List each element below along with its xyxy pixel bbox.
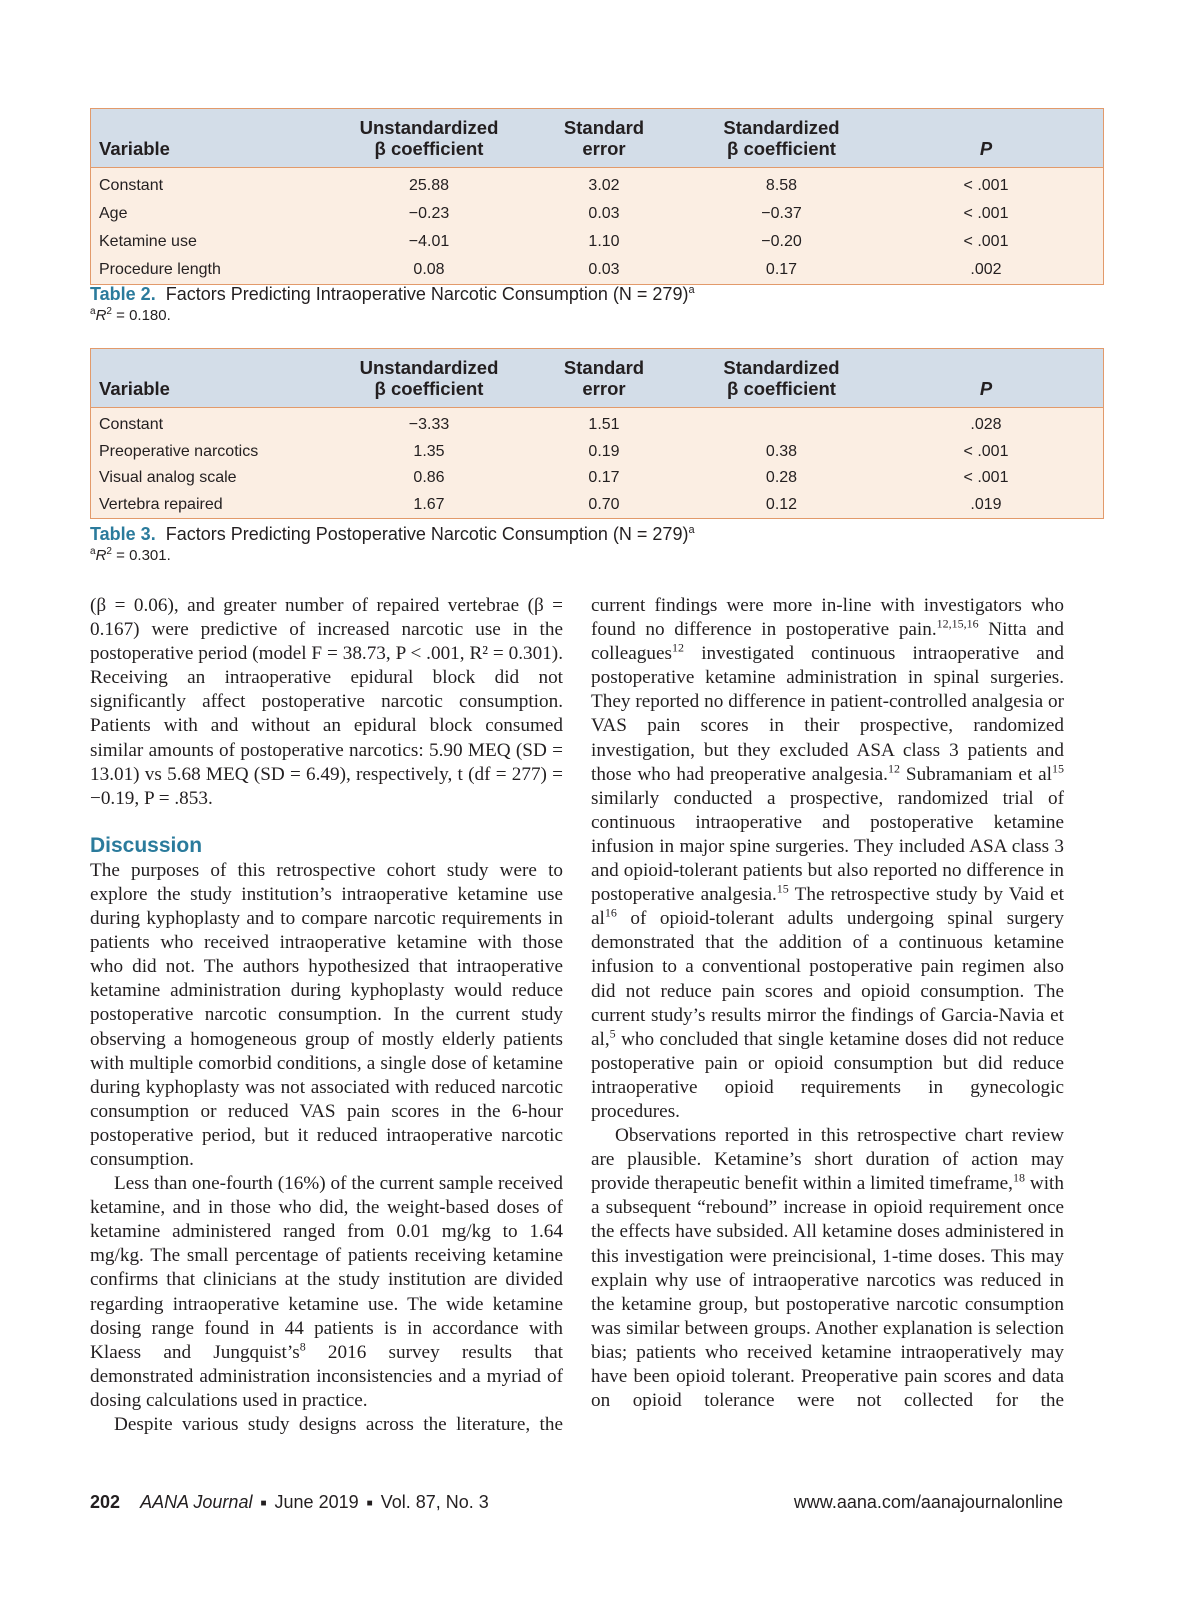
table-row [91,168,1103,201]
header-p: P [979,378,993,399]
cell-variable: Constant [99,416,164,434]
cell-se: 0.03 [588,205,620,222]
page-number: 202 [90,1492,121,1512]
paragraph: The purposes of this retrospective cohort study were to explore the study institution’s intraoperative ketamine use during kyphoplasty and to compare narcotic requirements in patients who received intraoperative ketamine with those who did not. The authors hypothesized that intraoperative ketamine administration during kyphoplasty would reduce postoperative narcotic consumption. In the current study observing a homogeneous group of mostly elderly patients with multiple comorbid conditions, a single dose of ketamine during kyphoplasty was not associated with reduced narcotic consumption or reduced VAS pain scores in the 6-hour postoperative period, but it reduced intraoperative narcotic consumption. [90,859,563,1170]
volume: Vol. 87, No. 3 [380,1492,489,1512]
table-header-row [91,349,1103,408]
left-column [90,594,563,1437]
paragraph: Despite various study designs across the literature, the [114,1414,563,1435]
table-row [91,256,1103,284]
cell-unstd: −4.01 [408,233,450,250]
paragraph: Observations reported in this retrospective chart review are plausible. Ketamine’s short duration of action may provide therapeutic benefit within a limited timeframe,$^{18}$ with a subsequent “rebound” increase in opioid requirement once the effects have subsided. All ketamine doses administered in this investigation were preincisional, 1-time doses. This may explain why use of intraoperative narcotics was reduced in the ketamine group, but postoperative narcotic consumption was similar between groups. Another explanation is selection bias; patients who received ketamine intraoperatively may have been opioid tolerant. Preoperative pain scores and data on opioid tolerance were not collected for the [591,1125,1064,1412]
header-p: P [979,138,993,159]
cell-std: 0.38 [765,442,798,460]
section-heading-discussion: Discussion [90,833,203,857]
cell-variable: Age [99,205,128,222]
cell-std [694,408,869,439]
table-header-row [91,109,1103,168]
cell-variable: Constant [99,177,164,194]
table-3-caption: Table 3. Factors Predicting Postoperative Narcotic Consumption (N = 279)$^a$ [90,524,695,544]
cell-std: 0.12 [765,495,798,513]
cell-se: 0.03 [588,261,620,278]
right-column [591,594,1064,1413]
cell-std: 0.28 [765,469,798,487]
cell-std: −0.20 [761,233,802,250]
table-2-caption: Table 2. Factors Predicting Intraoperative Narcotic Consumption (N = 279)$^a$ [90,284,695,304]
header-standardized: Standardized β coefficient [723,117,840,159]
cell-variable: Preoperative narcotics [99,442,259,460]
cell-std: 8.58 [765,177,798,194]
cell-unstd: 0.08 [413,261,445,278]
table-2-note: $^aR^2 = 0.180$. [90,306,171,324]
cell-p: < .001 [963,469,1009,487]
cell-p: .002 [970,261,1002,278]
table-row [91,408,1103,439]
cell-variable: Procedure length [99,261,221,278]
cell-p: < .001 [963,442,1009,460]
header-standardized: Standardized β coefficient [723,357,840,399]
cell-se: 0.19 [588,442,620,460]
page-footer-left [90,1492,489,1513]
cell-se: 1.10 [588,233,620,250]
cell-unstd: 25.88 [408,177,450,194]
cell-p: .028 [970,416,1002,434]
cell-std: 0.17 [765,261,798,278]
cell-se: 0.17 [588,469,620,487]
separator-square-icon: ■ [366,1497,373,1509]
header-standard-error: Standard error [563,357,645,399]
cell-p: < .001 [963,177,1009,194]
table-row [91,439,1103,466]
cell-std: −0.37 [761,205,802,222]
cell-unstd: −0.23 [408,205,450,222]
cell-unstd: 1.35 [413,442,445,460]
journal-name: AANA Journal [140,1492,253,1512]
table-3-note: $^aR^2 = 0.301$. [90,546,171,564]
table-row [91,492,1103,519]
issue-date: June 2019 [274,1492,359,1512]
header-unstandardized: Unstandardized β coefficient [359,117,499,159]
paragraph: current findings were more in-line with investigators who found no difference in postoperative pain.$^{12,15,16}$ Nitta and colleagues$^{12}$ investigated continuous intraoperative and postoperative ketamine administration in spinal surgeries. They reported no difference in patient-controlled analgesia or VAS pain scores in their prospective, randomized investigation, but they excluded ASA class 3 patients and those who had preoperative analgesia.$^{12}$ Subramaniam et $al^{15}$ similarly conducted a prospective, randomized trial of continuous intraoperative and postoperative ketamine infusion in major spine surgeries. They included ASA class 3 and opioid-tolerant patients but also reported no difference in postoperative analgesia.$^{15}$ The retrospective study by Vaid et $al^{16}$ of opioid-tolerant adults undergoing spinal surgery demonstrated that the addition of a continuous ketamine infusion to a conventional postoperative pain regimen also did not reduce pain scores and opioid consumption. The current study’s results mirror the findings of Garcia-Navia et al,$^5$ who concluded that single ketamine doses did not reduce postoperative pain or opioid consumption but did reduce intraoperative opioid requirements in gynecologic procedures. [591,595,1065,1122]
journal-url[interactable]: www.aana.com/aanajournalonline [793,1492,1063,1512]
cell-p: .019 [970,495,1002,513]
cell-variable: Visual analog scale [99,469,237,487]
cell-se: 1.51 [588,416,620,434]
table-row [91,200,1103,228]
cell-p: < .001 [963,233,1009,250]
cell-unstd: 1.67 [413,495,445,513]
table-2 [90,108,1104,285]
cell-unstd: −3.33 [408,416,450,434]
table-row [91,228,1103,256]
table-row [91,465,1103,492]
header-variable: Variable [99,378,170,399]
table-3 [90,348,1104,519]
header-unstandardized: Unstandardized β coefficient [359,357,499,399]
cell-variable: Vertebra repaired [99,495,223,513]
header-standard-error: Standard error [563,117,645,159]
paragraph: (β = 0.06), and greater number of repaired vertebrae (β = 0.167) were predictive of increased narcotic use in the postoperative period (model F = 38.73, P < .001, R² = 0.301). Receiving an intraoperative epidural block did not significantly affect postoperative narcotic consumption. Patients with and without an epidural block consumed similar amounts of postoperative narcotics: 5.90 MEQ (SD = 13.01) vs 5.68 MEQ (SD = 6.49), respectively, t (df = 277) = −0.19, P = .853. [90,595,563,809]
paragraph: Less than one-fourth (16%) of the current sample received ketamine, and in those who did, the weight-based doses of ketamine administered ranged from 0.01 mg/kg to 1.64 mg/kg. The small percentage of patients receiving ketamine confirms that clinicians at the study institution are divided regarding intraoperative ketamine use. The wide ketamine dosing range found in 44 patients is in accordance with Klaess and $Jungquist’s^8$ 2016 survey results that demonstrated administration inconsistencies and a myriad of dosing calculations used in practice. [90,1173,563,1411]
cell-unstd: 0.86 [413,469,445,487]
cell-se: 0.70 [588,495,620,513]
separator-square-icon: ■ [260,1497,267,1509]
cell-se: 3.02 [588,177,620,194]
cell-p: < .001 [963,205,1009,222]
header-variable: Variable [99,138,170,159]
cell-variable: Ketamine use [99,233,197,250]
